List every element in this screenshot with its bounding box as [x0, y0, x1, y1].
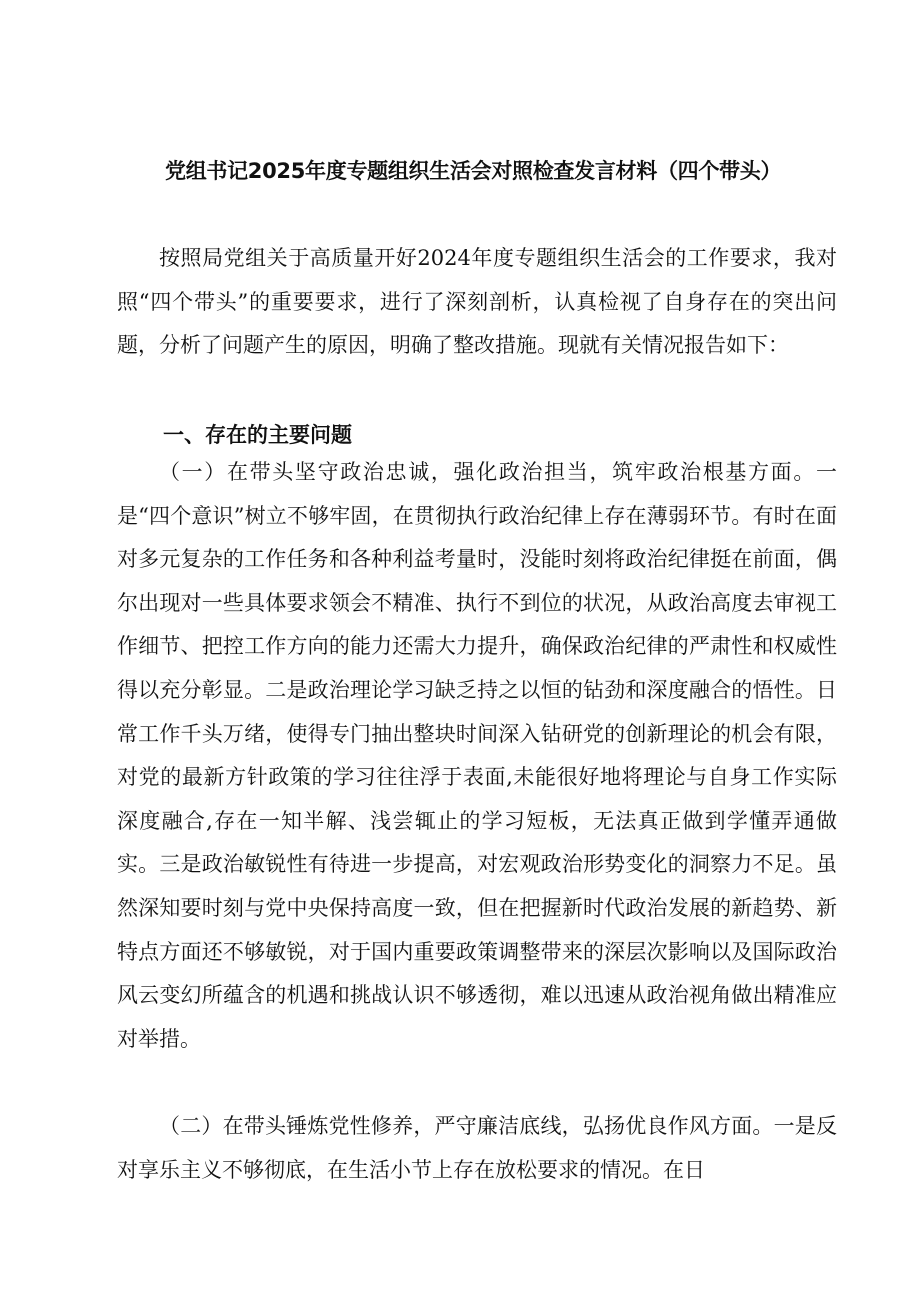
intro-paragraph [117, 237, 837, 368]
section1-paragraph-1-text: （一）在带头坚守政治忠诚，强化政治担当，筑牢政治根基方面。一是“四个意识”树立不够牢固，在贯彻执行政治纪律上存在薄弱环节。有时在面对多元复杂的工作任务和各种利益考量时，没能时刻将政治纪律挺在前面，偶尔出现对一些具体要求领会不精准、执行不到位的状况，从政治高度去审视工作细节、把控工作方向的能力还需大力提升，确保政治纪律的严肃性和权威性得以充分彰显。二是政治理论学习缺乏持之以恒的钻劲和深度融合的悟性。日常工作千头万绪，使得专门抽出整块时间深入钻研党的创新理论的机会有限，对党的最新方针政策的学习往往浮于表面,未能很好地将理论与自身工作实际深度融合,存在一知半解、浅尝辄止的学习短板，无法真正做到学懂弄通做实。三是政治敏锐性有待进一步提高，对宏观政治形势变化的洞察力不足。虽然深知要时刻与党中央保持高度一致，但在把握新时代政治发展的新趋势、新特点方面还不够敏锐，对于国内重要政策调整带来的深层次影响以及国际政治风云变幻所蕴含的机遇和挑战认识不够透彻，难以迅速从政治视角做出精准应对举措。 [117, 460, 837, 1051]
intro-text: 按照局党组关于高质量开好2024年度专题组织生活会的工作要求，我对照“四个带头”的重要要求，进行了深刻剖析，认真检视了自身存在的突出问题，分析了问题产生的原因，明确了整改措施。现就有关情况报告如下： [117, 246, 837, 358]
document-title: 党组书记2025年度专题组织生活会对照检查发言材料（四个带头） [165, 159, 782, 183]
section1-paragraph-2 [117, 1105, 837, 1192]
section1-paragraph-1 [117, 451, 837, 1061]
section1-paragraph-2-text: （二）在带头锤炼党性修养，严守廉洁底线，弘扬优良作风方面。一是反对享乐主义不够彻底，在生活小节上存在放松要求的情况。在日 [117, 1114, 837, 1182]
section-heading: 一、存在的主要问题 [163, 423, 352, 447]
